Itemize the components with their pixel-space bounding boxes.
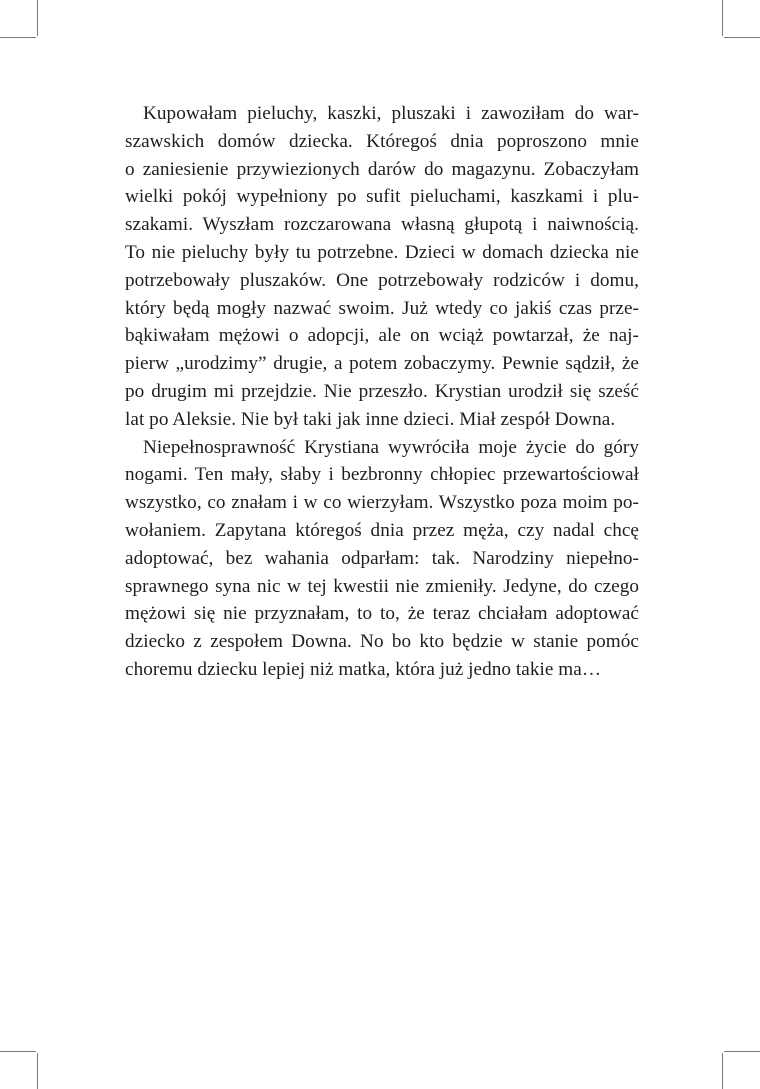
text-line: potrzebowały pluszaków. One potrzebowały rodziców i domu, [125,269,639,291]
text-line: Kupowałam pieluchy, kaszki, pluszaki i zawoziłam do war- [143,103,639,124]
paragraph-1 [125,100,639,434]
body-text [125,100,639,684]
text-line: o zaniesienie przywiezionych darów do magazynu. Zobaczyłam [125,158,639,180]
text-line: szakami. Wyszłam rozczarowana własną głupotą i naiwnością. [125,214,639,236]
text-line: szawskich domów dziecka. Któregoś dnia poproszono mnie [125,130,639,152]
text-line: sprawnego syna nic w tej kwestii nie zmieniły. Jedyne, do czego [125,575,639,597]
text-line: choremu dziecku lepiej niż matka, która już jedno takie ma… [125,658,602,680]
text-line: lat po Aleksie. Nie był taki jak inne dzieci. Miał zespół Downa. [125,408,616,430]
crop-mark-bottom-right-vertical [722,1053,723,1089]
text-line: nogami. Ten mały, słaby i bezbronny chłopiec przewartościował [125,464,639,486]
paragraph-2 [125,434,639,684]
crop-mark-bottom-left-vertical [37,1053,38,1089]
text-line: wołaniem. Zapytana któregoś dnia przez męża, czy nadal chcę [125,519,639,541]
text-line: wszystko, co znałam i w co wierzyłam. Wszystko poza moim po- [125,492,639,514]
crop-mark-bottom-left-horizontal [0,1051,36,1052]
text-line: który będą mogły nazwać swoim. Już wtedy co jakiś czas prze- [125,297,639,319]
crop-mark-top-right-vertical [722,0,723,36]
crop-mark-top-left-vertical [37,0,38,36]
text-line: bąkiwałam mężowi o adopcji, ale on wciąż powtarzał, że naj- [125,325,639,347]
text-line: mężowi się nie przyznałam, to to, że teraz chciałam adoptować [125,603,639,625]
text-line: Niepełnosprawność Krystiana wywróciła moje życie do góry [143,436,639,458]
crop-mark-bottom-right-horizontal [724,1051,760,1052]
crop-mark-top-right-horizontal [724,37,760,38]
text-line: dziecko z zespołem Downa. No bo kto będzie w stanie pomóc [125,631,639,653]
text-line: To nie pieluchy były tu potrzebne. Dzieci w domach dziecka nie [125,241,639,263]
text-line: po drugim mi przejdzie. Nie przeszło. Krystian urodził się sześć [125,380,639,402]
text-line: adoptować, bez wahania odparłam: tak. Narodziny niepełno- [125,547,639,569]
text-line: pierw „urodzimy” drugie, a potem zobaczymy. Pewnie sądził, że [125,353,639,375]
crop-mark-top-left-horizontal [0,37,36,38]
text-line: wielki pokój wypełniony po sufit pieluchami, kaszkami i plu- [125,186,639,208]
